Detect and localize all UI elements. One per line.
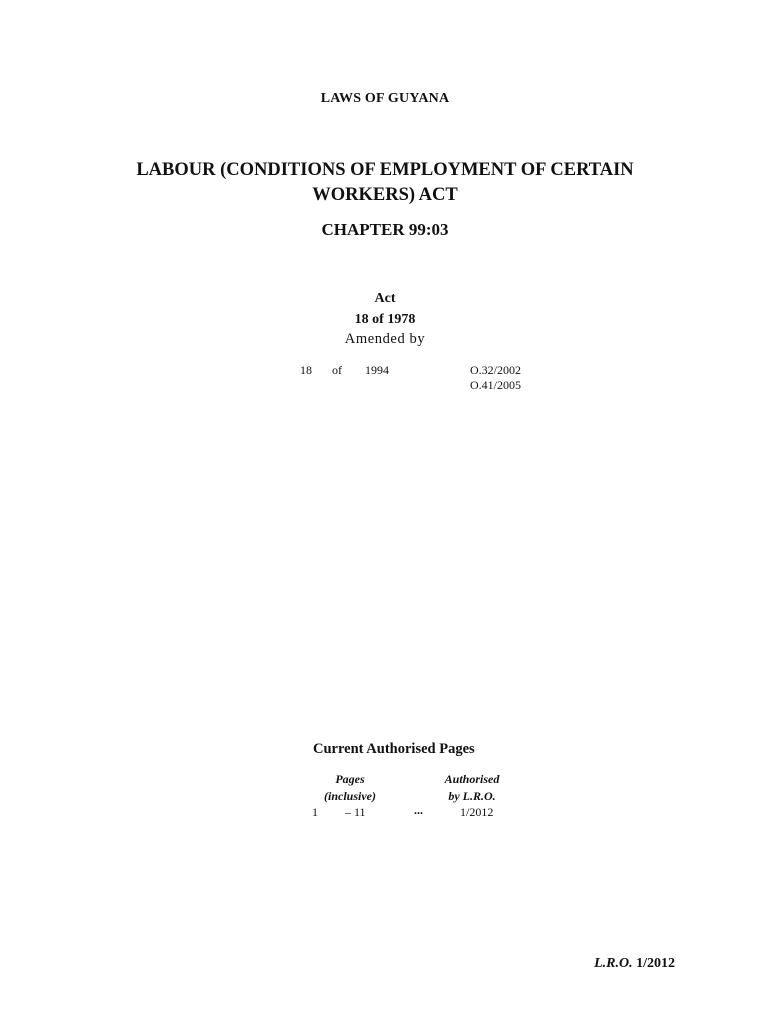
amendment-year: 1994 (365, 363, 389, 377)
footer-lro: L.R.O. (594, 956, 633, 971)
authorised-column-header: Authorised (444, 772, 500, 786)
authorised-column-subheader: by L.R.O. (448, 789, 496, 803)
chapter-number: CHAPTER 99:03 (321, 220, 449, 239)
page-footer (594, 956, 675, 972)
document-header: LAWS OF GUYANA (320, 91, 450, 106)
act-title: LABOUR (CONDITIONS OF EMPLOYMENT OF CERTAIN WORKERS) ACT (136, 160, 634, 205)
amendment-act-number: 18 (300, 363, 312, 377)
amendment-of: of (332, 363, 342, 377)
pages-column-subheader: (inclusive) (324, 789, 376, 803)
page-end: – 11 (345, 805, 366, 819)
amendment-order: O.41/2005 (470, 378, 521, 392)
footer-date: 1/2012 (636, 956, 675, 971)
act-label: Act (374, 291, 396, 306)
pages-column-header: Pages (335, 772, 365, 786)
authorised-date: 1/2012 (460, 805, 494, 819)
authorised-pages-title: Current Authorised Pages (313, 741, 475, 757)
amendment-order: O.32/2002 (470, 363, 521, 377)
act-number: 18 of 1978 (354, 312, 416, 327)
leader-dots: ... (414, 803, 423, 817)
amended-by-label: Amended by (344, 331, 426, 347)
page-start: 1 (312, 805, 318, 819)
